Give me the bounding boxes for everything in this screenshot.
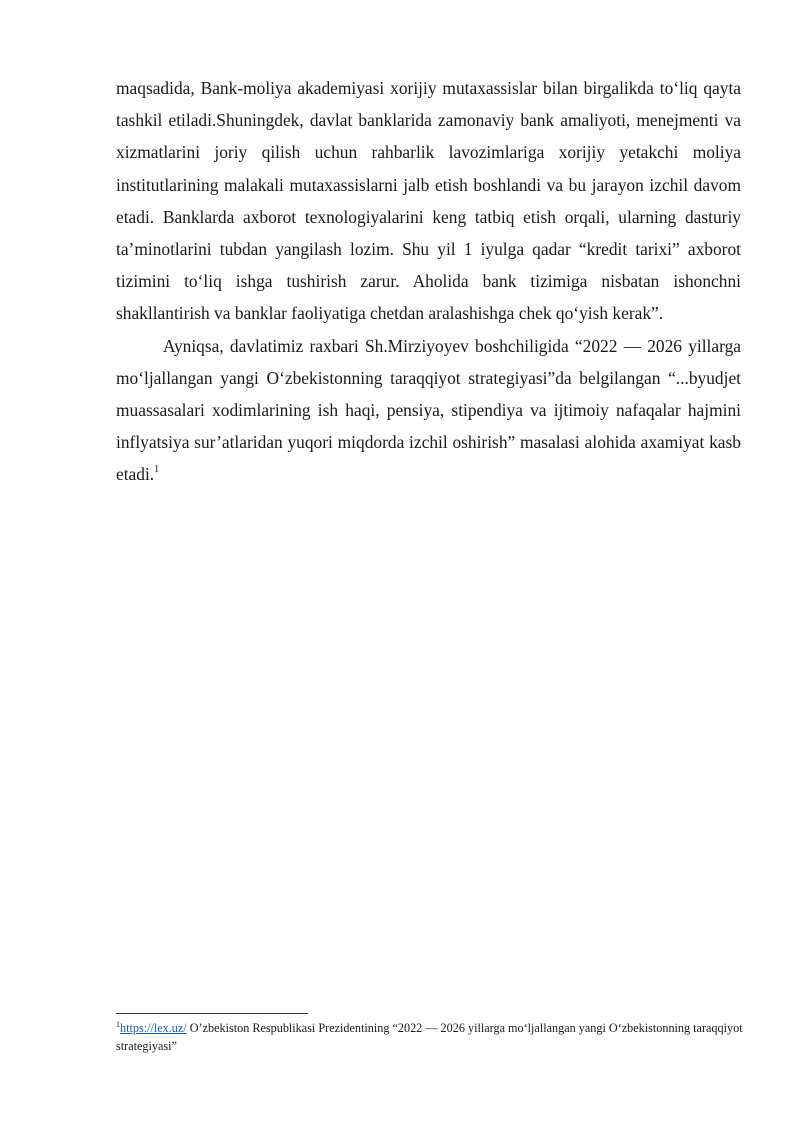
- footnote-link[interactable]: https://lex.uz/: [120, 1021, 187, 1035]
- paragraph-2-text: Ayniqsa, davlatimiz raxbari Sh.Mirziyoyev boshchiligida “2022 — 2026 yillarga mo‘ljallangan yangi O‘zbekistonning taraqqiyot strategiyasi”da belgilangan “...byudjet muassasalari xodimlarining ish haqi, pensiya, stipendiya va ijtimoiy nafaqalar hajmini inflyatsiya sur’atlaridan yuqori miqdorda izchil oshirish” masalasi alohida axamiyat kasb etadi.: [116, 335, 741, 485]
- paragraph-strategy: [116, 330, 741, 491]
- body-text: [116, 72, 741, 491]
- paragraph-1-text: maqsadida, Bank-moliya akademiyasi xorijiy mutaxassislar bilan birgalikda to‘liq qayta tashkil etiladi.Shuningdek, davlat banklarida zamonaviy bank amaliyoti, menejmenti va xizmatlarini joriy qilish uchun rahbarlik lavozimlariga xorijiy yetakchi moliya institutlarining malakali mutaxassislarni jalb etish boshlandi va bu jarayon izchil davom etadi. Banklarda axborot texnologiyalarini keng tatbiq etish orqali, ularning dasturiy ta’minotlarini tubdan yangilash lozim. Shu yil 1 iyulga qadar “kredit tarixi” axborot tizimini to‘liq ishga tushirish zarur. Aholida bank tizimiga nisbatan ishonchni shakllantirish va banklar faoliyatiga chetdan aralashishga chek qo‘yish kerak”.: [116, 78, 741, 324]
- footnote-text: O’zbekiston Respublikasi Prezidentining “2022 — 2026 yillarga mo‘ljallangan yangi O‘zbekistonning taraqqiyot strategiyasi”: [116, 1021, 743, 1053]
- footnote: [116, 1020, 746, 1055]
- footnote-separator: [116, 1013, 308, 1014]
- footnote-number: 1: [116, 1020, 120, 1029]
- paragraph-continuation: [116, 72, 741, 330]
- footnote-reference[interactable]: 1: [154, 464, 160, 476]
